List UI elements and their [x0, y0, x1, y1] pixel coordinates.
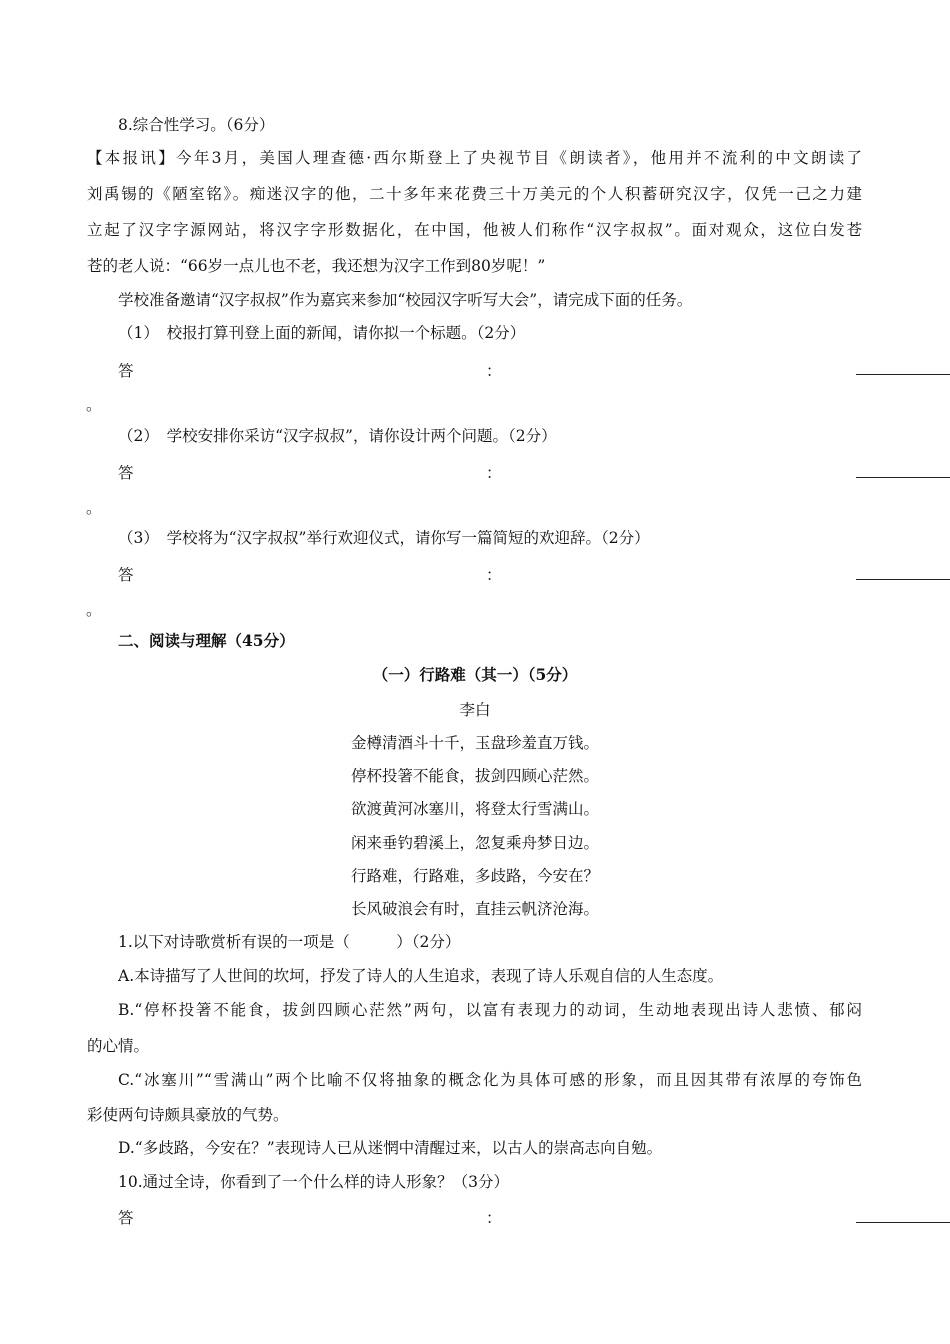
q9-prompt: 1.以下对诗歌赏析有误的一项是（ ）（2分） — [118, 933, 461, 951]
poem-author: 李白 — [459, 701, 491, 719]
q8-intro: 学校准备邀请“汉字叔叔”作为嘉宾来参加“校园汉字听写大会”，请完成下面的任务。 — [118, 291, 693, 309]
answer-colon-4: ： — [486, 1209, 502, 1227]
poem-line-2: 停杯投箸不能食，拔剑四顾心茫然。 — [350, 767, 599, 785]
q8-title: 8.综合性学习。（6分） — [118, 116, 275, 134]
poem-line-4: 闲来垂钓碧溪上，忽复乘舟梦日边。 — [350, 834, 599, 852]
q8-news-line-3: 立起了汉字字源网站，将汉字字形数据化，在中国，他被人们称作“汉字叔叔”。面对观众，这位白发苍 — [87, 221, 862, 239]
option-b-line-1: B.“停杯投箸不能食，拔剑四顾心茫然”两句，以富有表现力的动词，生动地表现出诗人悲愤、郁闷 — [118, 1001, 862, 1019]
answer-line-3[interactable] — [856, 579, 950, 580]
answer-period-3: 。 — [86, 601, 102, 619]
poem-line-6: 长风破浪会有时，直挂云帆济沧海。 — [350, 900, 599, 918]
q8-sub3: （3） 学校将为“汉字叔叔”举行欢迎仪式，请你写一篇简短的欢迎辞。（2分） — [118, 529, 650, 547]
q8-news-line-1: 【本报讯】今年3月，美国人理查德·西尔斯登上了央视节目《朗读者》，他用并不流利的中文朗读了 — [87, 149, 862, 167]
option-b-line-2: 的心情。 — [87, 1037, 150, 1055]
q8-sub1: （1） 校报打算刊登上面的新闻，请你拟一个标题。（2分） — [118, 324, 526, 342]
poem-line-5: 行路难，行路难，多歧路，今安在？ — [350, 867, 599, 885]
option-d: D.“多歧路，今安在？”表现诗人已从迷惘中清醒过来，以古人的崇高志向自勉。 — [118, 1139, 663, 1157]
answer-colon-2: ： — [486, 464, 502, 482]
answer-label-1: 答 — [118, 362, 134, 380]
answer-colon-3: ： — [486, 566, 502, 584]
answer-line-2[interactable] — [856, 477, 950, 478]
poem-title: （一）行路难（其一）（5分） — [372, 665, 578, 684]
option-a: A.本诗描写了人世间的坎坷，抒发了诗人的人生追求，表现了诗人乐观自信的人生态度。 — [118, 967, 724, 985]
q8-sub2: （2） 学校安排你采访“汉字叔叔”，请你设计两个问题。（2分） — [118, 427, 557, 445]
answer-period-1: 。 — [86, 396, 102, 414]
q8-news-line-4: 苍的老人说：“66岁一点儿也不老，我还想为汉字工作到80岁呢！” — [87, 257, 546, 275]
answer-line-4[interactable] — [856, 1222, 950, 1223]
answer-period-2: 。 — [86, 499, 102, 517]
answer-line-1[interactable] — [856, 374, 950, 375]
answer-label-4: 答 — [118, 1209, 134, 1227]
option-c-line-1: C.“冰塞川”“雪满山”两个比喻不仅将抽象的概念化为具体可感的形象，而且因其带有浓厚的夸饰色 — [118, 1071, 862, 1089]
answer-label-2: 答 — [118, 464, 134, 482]
section2-heading: 二、阅读与理解（45分） — [118, 631, 295, 650]
poem-line-1: 金樽清酒斗十千，玉盘珍羞直万钱。 — [350, 734, 599, 752]
q10-prompt: 10.通过全诗，你看到了一个什么样的诗人形象？（3分） — [118, 1173, 510, 1191]
answer-label-3: 答 — [118, 566, 134, 584]
q8-news-line-2: 刘禹锡的《陋室铭》。痴迷汉字的他，二十多年来花费三十万美元的个人积蓄研究汉字，仅凭一己之力建 — [87, 185, 862, 203]
poem-line-3: 欲渡黄河冰塞川，将登太行雪满山。 — [350, 800, 599, 818]
option-c-line-2: 彩使两句诗颇具豪放的气势。 — [87, 1106, 289, 1124]
answer-colon-1: ： — [486, 362, 502, 380]
